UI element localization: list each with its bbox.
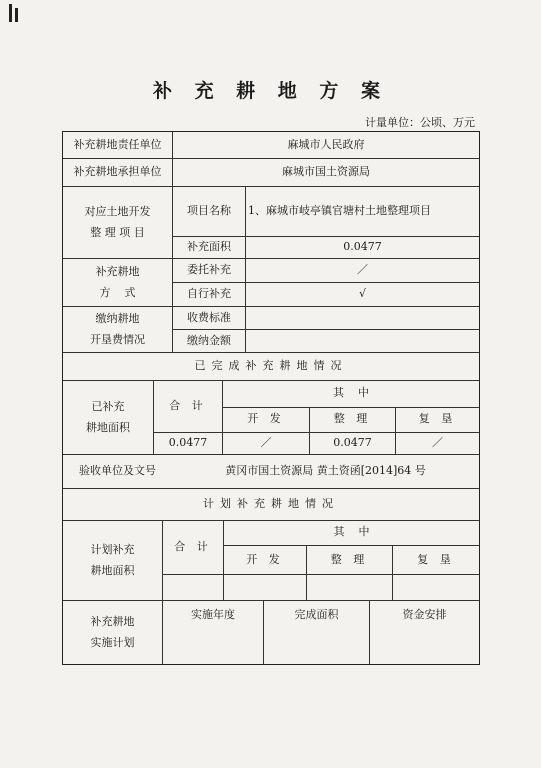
- project-name-row: [173, 187, 479, 236]
- planned-area-label-line2: 耕地面积: [90, 563, 135, 577]
- plan-year-label: 实施年度: [191, 608, 235, 622]
- completed-reclaim-label: 复 垦: [395, 408, 479, 433]
- completed-consolidate-label: 整 理: [309, 408, 395, 433]
- completed-area-label: [63, 381, 153, 454]
- project-label-line2: 整 理 项 目: [90, 225, 145, 239]
- entrust-row: [173, 259, 479, 282]
- plan-fund-value: [369, 631, 479, 664]
- completed-among-label: 其 中: [333, 386, 369, 400]
- planned-develop-label: 开 发: [246, 552, 284, 566]
- fee-standard-value: [245, 307, 479, 329]
- planned-total-value: [163, 575, 223, 600]
- project-detail: [172, 187, 479, 258]
- project-name-label: 项目名称: [187, 204, 231, 218]
- row-completed-area: [63, 380, 479, 454]
- fee-detail: [172, 307, 479, 352]
- scan-edge-mark: [8, 2, 20, 24]
- completed-develop-value: ／: [260, 436, 272, 450]
- acceptance-label: 验收单位及文号: [79, 464, 156, 478]
- completed-develop-label: 开 发: [247, 412, 285, 426]
- row-planned-heading: [63, 488, 479, 520]
- method-label: [63, 259, 172, 306]
- measurement-unit: 计量单位：公顷、万元: [365, 116, 475, 129]
- planned-consolidate-value: [306, 575, 392, 600]
- planned-total-value-cell: [163, 574, 223, 600]
- fee-amount-label: 缴纳金额: [187, 333, 231, 347]
- row-implementation-plan: [63, 600, 479, 664]
- plan-done-label: 完成面积: [263, 601, 369, 631]
- completed-type-header-row: [223, 407, 479, 433]
- project-area-row: [173, 236, 479, 258]
- row-planned-area: [63, 520, 479, 600]
- completed-reclaim-value: ／: [395, 433, 479, 454]
- entrust-label: 委托补充: [187, 263, 231, 277]
- method-label-line2: 方 式: [99, 285, 136, 299]
- planned-among-label: 其 中: [333, 525, 370, 539]
- plan-detail: [162, 601, 479, 664]
- entrust-value: ／: [245, 259, 479, 282]
- fee-standard-row: [173, 307, 479, 329]
- planned-total-header-cell: [163, 521, 223, 574]
- plan-fund-label: 资金安排: [369, 601, 479, 631]
- project-label-line1: 对应土地开发: [84, 204, 151, 218]
- plan-label-line2: 实施计划: [90, 635, 135, 649]
- row-fee: [63, 306, 479, 352]
- method-detail: [172, 259, 479, 306]
- self-label: 自行补充: [187, 287, 231, 301]
- fee-amount-value: [245, 330, 479, 352]
- completed-total-value-cell: [154, 432, 222, 454]
- method-label-line1: 补充耕地: [95, 264, 140, 278]
- planned-area-label: [63, 521, 162, 600]
- project-name-value: 1、麻城市岐亭镇官塘村土地整理项目: [245, 187, 479, 236]
- fee-label-line2: 开垦费情况: [90, 332, 145, 346]
- row-responsible-unit: [63, 132, 479, 158]
- row-project: [63, 186, 479, 258]
- plan-done-value: [263, 631, 369, 664]
- document-title: 补 充 耕 地 方 案: [152, 80, 389, 102]
- fee-label: [63, 307, 172, 352]
- planned-type-value-row: [224, 574, 479, 600]
- plan-value-row: [163, 631, 479, 664]
- planned-among-col: [223, 521, 479, 600]
- planned-area-label-line1: 计划补充: [90, 542, 135, 556]
- plan-label-line1: 补充耕地: [90, 614, 135, 628]
- fee-amount-row: [173, 329, 479, 352]
- self-row: [173, 282, 479, 306]
- plan-label: [63, 601, 162, 664]
- completed-total-header-cell: [154, 381, 222, 432]
- responsible-unit-label: 补充耕地责任单位: [73, 137, 162, 151]
- completed-consolidate-value: 0.0477: [309, 433, 395, 454]
- responsible-unit-value: 麻城市人民政府: [172, 132, 479, 158]
- acceptance-value: 黄冈市国土资源局 黄土资函[2014]64 号: [225, 464, 426, 478]
- completed-total-col: [153, 381, 222, 454]
- planned-heading: 计划补充耕地情况: [203, 497, 339, 511]
- row-method: [63, 258, 479, 306]
- planned-type-header-row: [224, 545, 479, 575]
- planned-consolidate-label: 整 理: [306, 546, 392, 575]
- undertaking-unit-label: 补充耕地承担单位: [73, 165, 162, 179]
- planned-develop-value: [224, 575, 306, 600]
- planned-among-header-row: [224, 521, 479, 545]
- planned-reclaim-label: 复 垦: [392, 546, 479, 575]
- planned-total-label: 合 计: [174, 540, 212, 554]
- row-undertaking-unit: [63, 158, 479, 186]
- supplement-farmland-table: [62, 131, 480, 665]
- fee-label-line1: 缴纳耕地: [95, 311, 140, 325]
- completed-total-label: 合 计: [169, 399, 207, 413]
- completed-heading: 已完成补充耕地情况: [194, 359, 348, 373]
- project-area-value: 0.0477: [245, 237, 479, 258]
- completed-among-col: [222, 381, 479, 454]
- completed-area-label-line1: 已补充: [91, 399, 125, 413]
- planned-total-col: [162, 521, 223, 600]
- fee-standard-label: 收费标准: [187, 310, 231, 324]
- project-label: [63, 187, 172, 258]
- project-area-label: 补充面积: [187, 240, 231, 254]
- plan-header-row: [163, 601, 479, 631]
- completed-type-value-row: [223, 432, 479, 454]
- plan-year-value: [163, 631, 263, 664]
- undertaking-unit-value: 麻城市国土资源局: [172, 159, 479, 186]
- row-acceptance: [63, 454, 479, 488]
- completed-area-label-line2: 耕地面积: [86, 420, 130, 434]
- completed-among-header-row: [223, 381, 479, 407]
- completed-total-value: 0.0477: [168, 436, 208, 450]
- row-completed-heading: [63, 352, 479, 380]
- planned-reclaim-value: [392, 575, 479, 600]
- self-value: √: [245, 283, 479, 306]
